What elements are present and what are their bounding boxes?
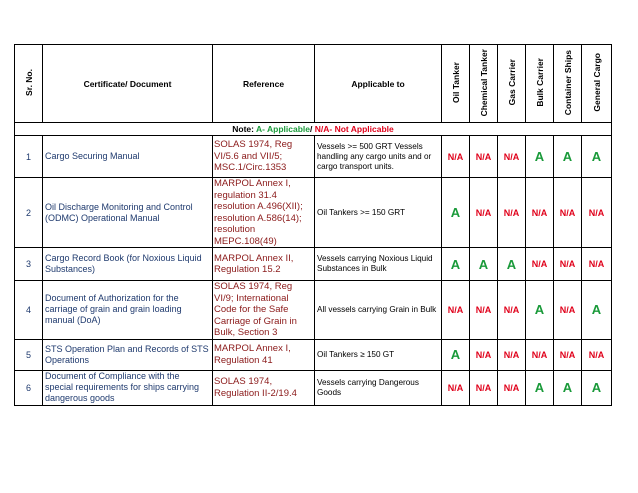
row-number: 1: [15, 136, 43, 178]
applicability-mark: N/A: [554, 339, 582, 370]
header-bulk-carrier: Bulk Carrier: [526, 45, 554, 123]
reference-text: MARPOL Annex I, Regulation 41: [213, 339, 315, 370]
certificates-table: [14, 44, 612, 406]
table-row: [15, 370, 612, 405]
certificate-name: Document of Compliance with the special requirements for ships carrying dangerous goods: [43, 370, 213, 405]
applicable-text: Vessels carrying Noxious Liquid Substances in Bulk: [315, 248, 442, 281]
applicability-mark: A: [498, 248, 526, 281]
applicability-mark: A: [582, 281, 612, 340]
row-number: 4: [15, 281, 43, 340]
table-row: [15, 178, 612, 248]
applicability-mark: A: [582, 136, 612, 178]
applicability-mark: N/A: [526, 339, 554, 370]
header-container-ships: Container Ships: [554, 45, 582, 123]
applicability-mark: N/A: [470, 281, 498, 340]
reference-text: SOLAS 1974, Regulation II-2/19.4: [213, 370, 315, 405]
header-oil-tanker: Oil Tanker: [442, 45, 470, 123]
applicable-text: Vessels carrying Dangerous Goods: [315, 370, 442, 405]
certificate-name: Cargo Securing Manual: [43, 136, 213, 178]
applicability-mark: A: [526, 136, 554, 178]
applicability-mark: N/A: [526, 248, 554, 281]
applicability-mark: A: [526, 281, 554, 340]
reference-text: MARPOL Annex II, Regulation 15.2: [213, 248, 315, 281]
applicability-mark: A: [554, 136, 582, 178]
legend-note: Note: A- Applicable/ N/A- Not Applicable: [15, 123, 612, 136]
applicability-mark: N/A: [498, 178, 526, 248]
reference-text: SOLAS 1974, Reg VI/9; International Code for the Safe Carriage of Grain in Bulk, Section 3: [213, 281, 315, 340]
applicability-mark: A: [442, 178, 470, 248]
row-number: 5: [15, 339, 43, 370]
table-row: [15, 281, 612, 340]
applicability-mark: N/A: [582, 248, 612, 281]
row-number: 3: [15, 248, 43, 281]
header-general-cargo: General Cargo: [582, 45, 612, 123]
applicable-text: Oil Tankers ≥ 150 GT: [315, 339, 442, 370]
row-number: 2: [15, 178, 43, 248]
table-row: [15, 339, 612, 370]
header-reference: Reference: [213, 45, 315, 123]
applicability-mark: N/A: [470, 178, 498, 248]
certificate-name: Cargo Record Book (for Noxious Liquid Substances): [43, 248, 213, 281]
header-sr: Sr. No.: [15, 45, 43, 123]
applicability-mark: N/A: [554, 248, 582, 281]
applicability-mark: N/A: [498, 339, 526, 370]
applicability-mark: N/A: [498, 136, 526, 178]
applicability-mark: N/A: [442, 136, 470, 178]
row-number: 6: [15, 370, 43, 405]
applicability-mark: A: [526, 370, 554, 405]
applicability-mark: N/A: [582, 178, 612, 248]
certificate-name: Oil Discharge Monitoring and Control (ODMC) Operational Manual: [43, 178, 213, 248]
table-row: [15, 136, 612, 178]
certificate-name: Document of Authorization for the carriage of grain and grain loading manual (DoA): [43, 281, 213, 340]
applicability-mark: N/A: [582, 339, 612, 370]
applicable-text: Vessels >= 500 GRT Vessels handling any cargo units and or cargo transport units.: [315, 136, 442, 178]
applicability-mark: N/A: [554, 281, 582, 340]
header-chemical-tanker: Chemical Tanker: [470, 45, 498, 123]
note-row: [15, 123, 612, 136]
header-gas-carrier: Gas Carrier: [498, 45, 526, 123]
table-row: [15, 248, 612, 281]
certificate-name: STS Operation Plan and Records of STS Operations: [43, 339, 213, 370]
applicability-mark: N/A: [442, 370, 470, 405]
applicability-mark: N/A: [526, 178, 554, 248]
applicability-mark: A: [442, 248, 470, 281]
applicable-text: Oil Tankers >= 150 GRT: [315, 178, 442, 248]
applicability-mark: N/A: [498, 281, 526, 340]
applicability-mark: A: [582, 370, 612, 405]
applicability-mark: A: [442, 339, 470, 370]
applicable-text: All vessels carrying Grain in Bulk: [315, 281, 442, 340]
reference-text: SOLAS 1974, Reg VI/5.6 and VII/5; MSC.1/Circ.1353: [213, 136, 315, 178]
applicability-mark: N/A: [498, 370, 526, 405]
header-applicable: Applicable to: [315, 45, 442, 123]
applicability-mark: N/A: [470, 136, 498, 178]
applicability-mark: N/A: [470, 370, 498, 405]
reference-text: MARPOL Annex I, regulation 31.4 resolution A.496(XII); resolution A.586(14); resolution MEPC.108(49): [213, 178, 315, 248]
applicability-mark: N/A: [442, 281, 470, 340]
applicability-mark: N/A: [554, 178, 582, 248]
applicability-mark: A: [470, 248, 498, 281]
applicability-mark: N/A: [470, 339, 498, 370]
applicability-mark: A: [554, 370, 582, 405]
header-certificate: Certificate/ Document: [43, 45, 213, 123]
header-row: [15, 45, 612, 123]
